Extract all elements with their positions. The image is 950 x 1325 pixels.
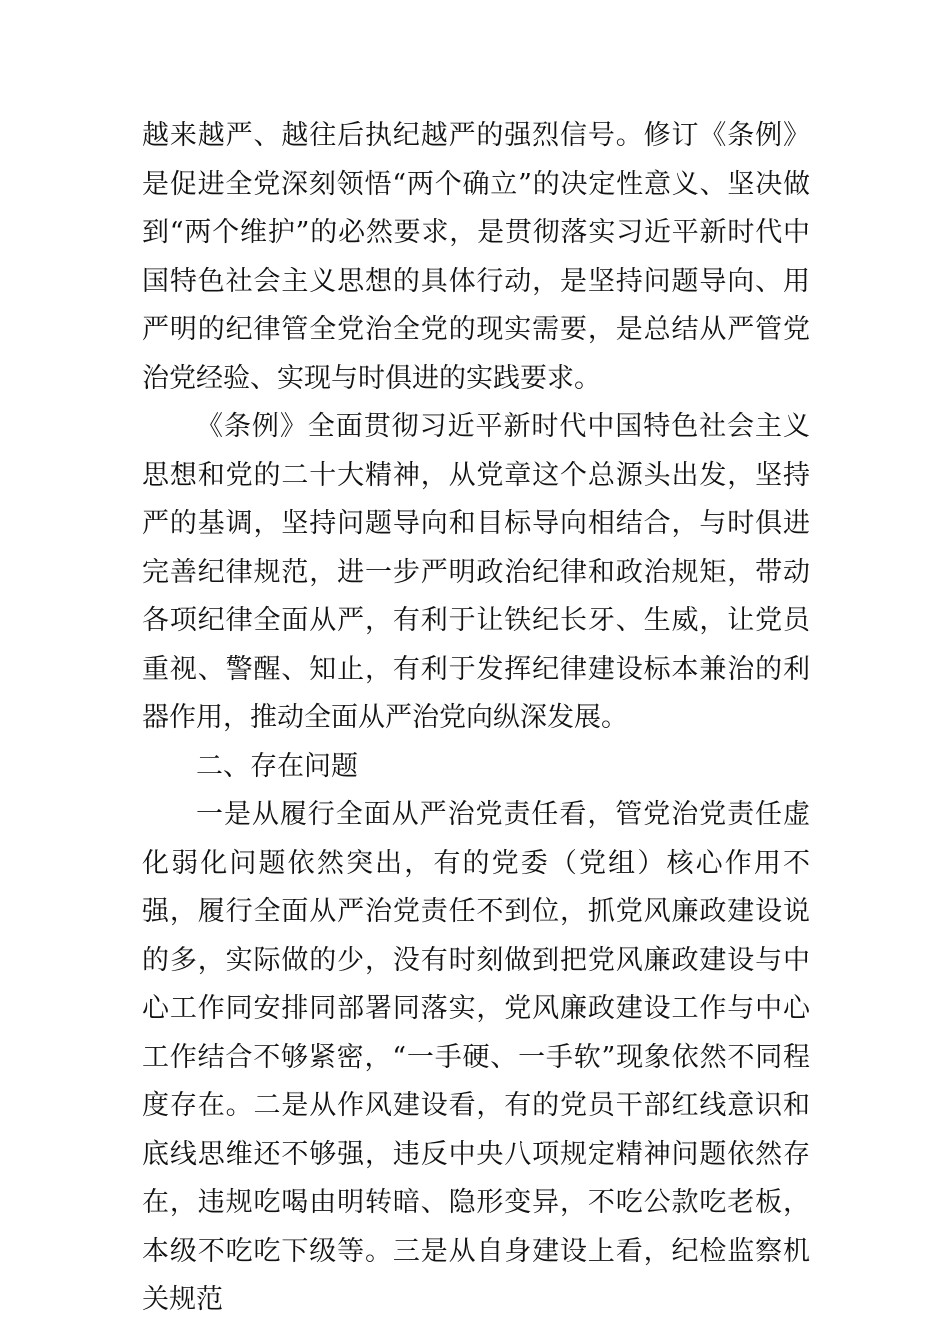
paragraph-continuation: 越来越严、越往后执纪越严的强烈信号。修订《条例》是促进全党深刻领悟“两个确立”的决定性意义、坚决做到“两个维护”的必然要求，是贯彻落实习近平新时代中国特色社会主义思想的具体行动，是坚持问题导向、用严明的纪律管全党治全党的现实需要，是总结从严管党治党经验、实现与时俱进的实践要求。 — [142, 120, 810, 394]
paragraph-regulation-summary: 《条例》全面贯彻习近平新时代中国特色社会主义思想和党的二十大精神，从党章这个总源头出发，坚持严的基调，坚持问题导向和目标导向相结合，与时俱进完善纪律规范，进一步严明政治纪律和政治规矩，带动各项纪律全面从严，有利于让铁纪长牙、生威，让党员重视、警醒、知止，有利于发挥纪律建设标本兼治的利器作用，推动全面从严治党向纵深发展。 — [142, 411, 810, 733]
document-body — [142, 112, 810, 1325]
paragraph-problems: 一是从履行全面从严治党责任看，管党治党责任虚化弱化问题依然突出，有的党委（党组）核心作用不强，履行全面从严治党责任不到位，抓党风廉政建设说的多，实际做的少，没有时刻做到把党风廉政建设与中心工作同安排同部署同落实，党风廉政建设工作与中心工作结合不够紧密，“一手硬、一手软”现象依然不同程度存在。二是从作风建设看，有的党员干部红线意识和底线思维还不够强，违反中央八项规定精神问题依然存在，违规吃喝由明转暗、隐形变异，不吃公款吃老板，本级不吃吃下级等。三是从自身建设上看，纪检监察机关规范 — [142, 799, 810, 1315]
section-heading-problems: 二、存在问题 — [196, 750, 358, 782]
